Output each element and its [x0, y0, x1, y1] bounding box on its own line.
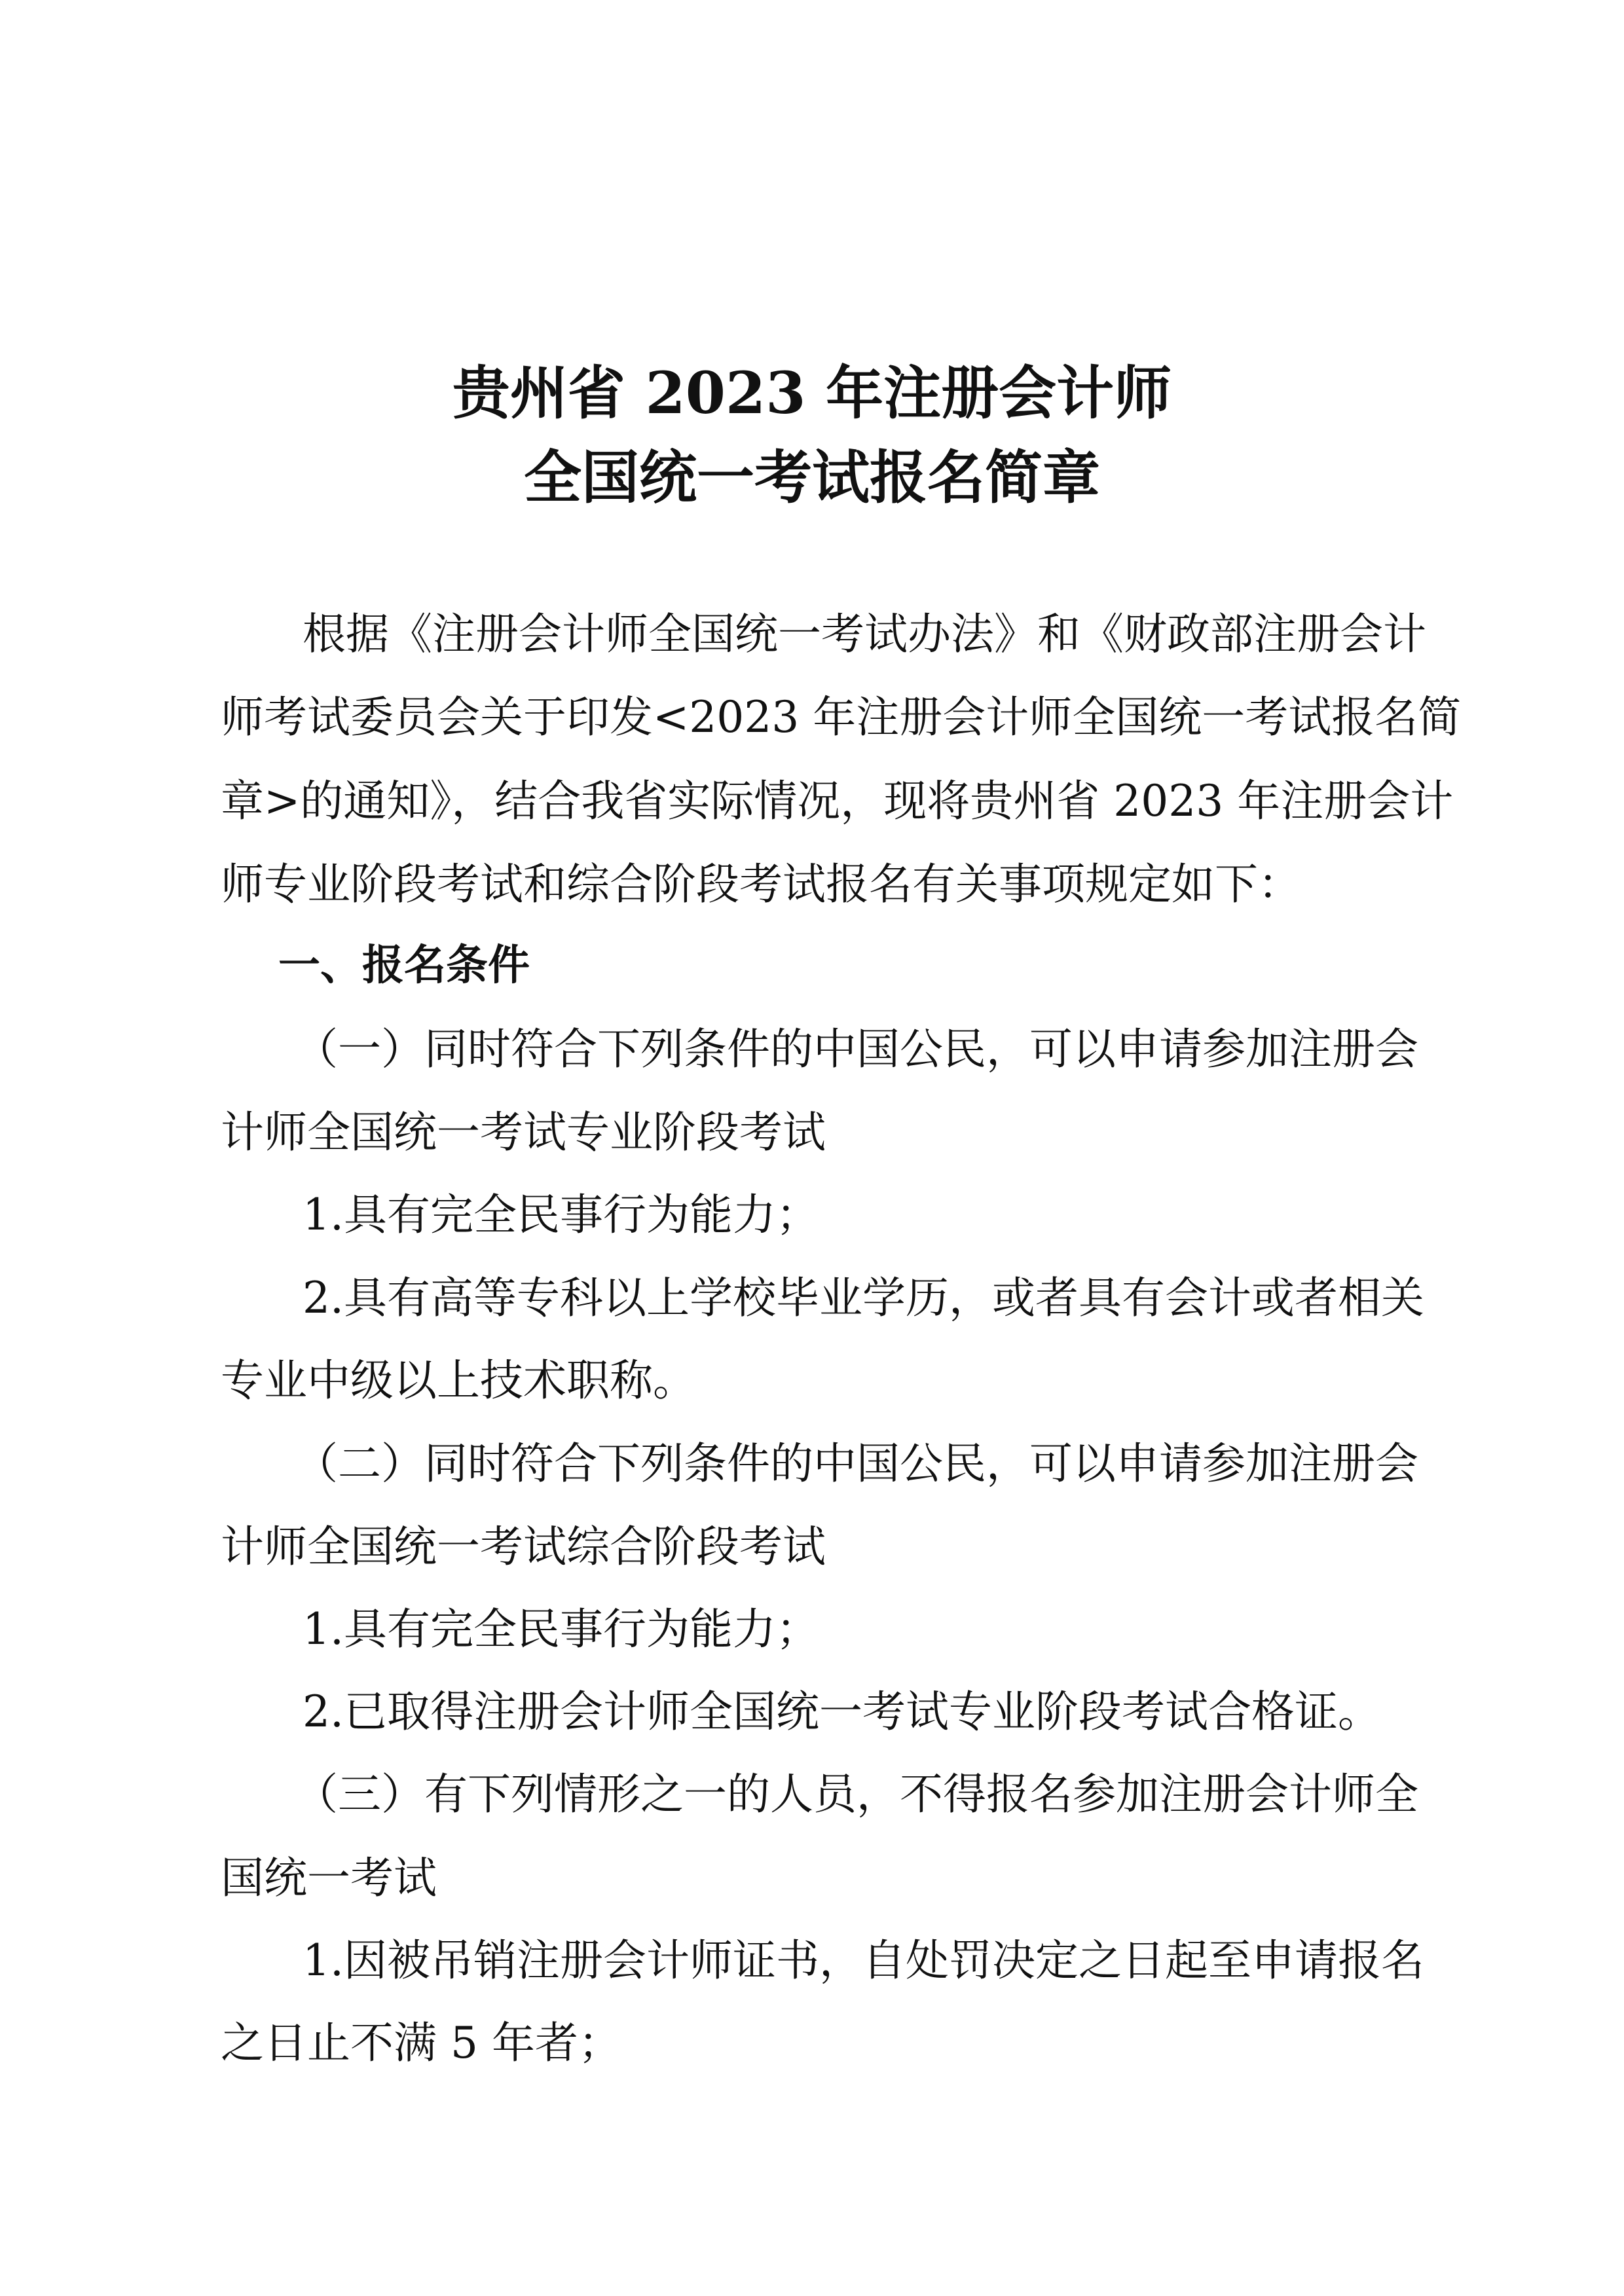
- document-title-line-1: 贵州省 2023 年注册会计师: [452, 359, 1172, 427]
- list-item-continuation: 专业中级以上技术职称。: [221, 1355, 696, 1406]
- paragraph-line: 计师全国统一考试专业阶段考试: [221, 1107, 826, 1157]
- paragraph-line: 根据《注册会计师全国统一考试办法》和《财政部注册会计: [303, 609, 1426, 659]
- paragraph-line: 师专业阶段考试和综合阶段考试报名有关事项规定如下：: [221, 859, 1301, 909]
- list-item: 2.已取得注册会计师全国统一考试专业阶段考试合格证。: [303, 1686, 1381, 1737]
- paragraph-line: （二）同时符合下列条件的中国公民，可以申请参加注册会: [295, 1438, 1418, 1489]
- document-title-line-2: 全国统一考试报名简章: [523, 443, 1100, 511]
- list-item-continuation: 之日止不满 5 年者；: [221, 2018, 621, 2068]
- list-item: 1.具有完全民事行为能力；: [303, 1190, 819, 1240]
- paragraph-line: 师考试委员会关于印发<2023 年注册会计师全国统一考试报名简: [221, 692, 1462, 742]
- paragraph-line: （一）同时符合下列条件的中国公民，可以申请参加注册会: [295, 1024, 1418, 1074]
- list-item: 1.因被吊销注册会计师证书，自处罚决定之日起至申请报名: [303, 1935, 1424, 1986]
- paragraph-line: 章>的通知》，结合我省实际情况，现将贵州省 2023 年注册会计: [221, 776, 1454, 826]
- section-heading: 一、报名条件: [278, 941, 530, 990]
- paragraph-line: （三）有下列情形之一的人员，不得报名参加注册会计师全: [295, 1769, 1418, 1819]
- list-item: 1.具有完全民事行为能力；: [303, 1604, 819, 1654]
- paragraph-line: 国统一考试: [221, 1853, 437, 1903]
- list-item: 2.具有高等专科以上学校毕业学历，或者具有会计或者相关: [303, 1273, 1424, 1323]
- paragraph-line: 计师全国统一考试综合阶段考试: [221, 1522, 826, 1572]
